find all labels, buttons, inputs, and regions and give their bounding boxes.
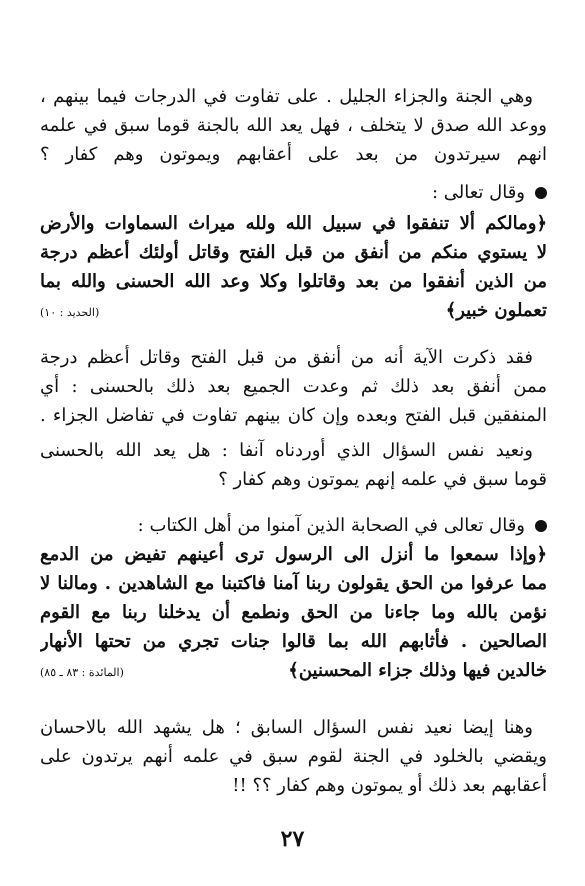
text-line: ويقضي بالخلود في الجنة لقوم سبق في علمه أنهم يرتدون على bbox=[40, 746, 547, 767]
paragraph-3 bbox=[40, 436, 547, 494]
text-line: ووعد الله صدق لا يتخلف ، فهل يعد الله بالجنة قوما سبق في علمه bbox=[40, 115, 547, 136]
text-line: أعقابهم بعد ذلك أو يموتون وهم كفار ؟؟ !! bbox=[232, 775, 547, 796]
bullet-icon bbox=[535, 520, 547, 532]
intro-text: وقال تعالى : bbox=[431, 182, 525, 203]
page-number: ٢٧ bbox=[280, 826, 305, 852]
paragraph-1 bbox=[40, 82, 547, 169]
quote-line: خالدين فيها وذلك جزاء المحسنين﴾ bbox=[288, 660, 547, 681]
text-line: وهنا إيضا نعيد نفس السؤال السابق ؛ هل يشهد الله بالاحسان bbox=[40, 717, 533, 738]
text-line: قوما سبق في علمه إنهم يموتون وهم كفار ؟ bbox=[218, 469, 547, 490]
intro-line bbox=[40, 511, 547, 540]
quran-quote-2 bbox=[40, 540, 547, 685]
paragraph-4 bbox=[40, 713, 547, 800]
quote-line: تعملون خبير﴾ bbox=[445, 300, 547, 321]
quote-line: مما عرفوا من الحق يقولون ربنا آمنا فاكتبنا مع الشاهدين . ومالنا لا bbox=[40, 573, 547, 594]
quote-line: الصالحين . فأثابهم الله بما قالوا جنات تجري من تحتها الأنهار bbox=[40, 631, 547, 652]
quote-line: ﴿وإذا سمعوا ما أنزل الى الرسول ترى أعينهم تفيض من الدمع bbox=[40, 544, 547, 565]
section-2-intro bbox=[40, 511, 547, 540]
section-1-intro bbox=[40, 178, 547, 207]
paragraph-2 bbox=[40, 343, 547, 430]
bullet-icon bbox=[535, 187, 547, 199]
text-line: فقد ذكرت الآية أنه من أنفق من قبل الفتح وقاتل أعظم درجة bbox=[40, 347, 533, 368]
text-line: المنفقين قبل الفتح وبعده وإن كان بينهم تفاوت في تفاضل الجزاء . bbox=[40, 405, 547, 426]
quote-ref-line bbox=[40, 296, 547, 325]
text-line: ممن أنفق بعد ذلك ثم وعدت الجميع بعد ذلك بالحسنى : أي bbox=[40, 376, 547, 397]
quote-ref-line bbox=[40, 656, 547, 685]
intro-line bbox=[40, 178, 547, 207]
quote-line: من الذين أنفقوا من بعد وقاتلوا وكلا وعد الله الحسنى والله بما bbox=[40, 271, 547, 292]
text-line: وهي الجنة والجزاء الجليل . على تفاوت في الدرجات فيما بينهم ، bbox=[40, 86, 533, 107]
text-line: انهم سيرتدون من بعد على أعقابهم ويموتون وهم كفار ؟ bbox=[40, 144, 547, 165]
quran-quote-1 bbox=[40, 209, 547, 325]
quote-line: ﴿ومالكم ألا تنفقوا في سبيل الله ولله ميراث السماوات والأرض bbox=[40, 213, 547, 234]
quote-line: نؤمن بالله وما جاءنا من الحق ونطمع أن يدخلنا ربنا مع القوم bbox=[40, 602, 547, 623]
quote-reference: (المائدة : ٨٣ ـ ٨٥) bbox=[40, 666, 124, 679]
quote-reference: (الحديد : ١٠) bbox=[40, 306, 100, 319]
quote-line: لا يستوي منكم من أنفق من قبل الفتح وقاتل أولئك أعظم درجة bbox=[40, 242, 547, 263]
intro-text: وقال تعالى في الصحابة الذين آمنوا من أهل الكتاب : bbox=[137, 515, 525, 536]
text-line: ونعيد نفس السؤال الذي أوردناه آنفا : هل يعد الله بالحسنى bbox=[40, 440, 533, 461]
